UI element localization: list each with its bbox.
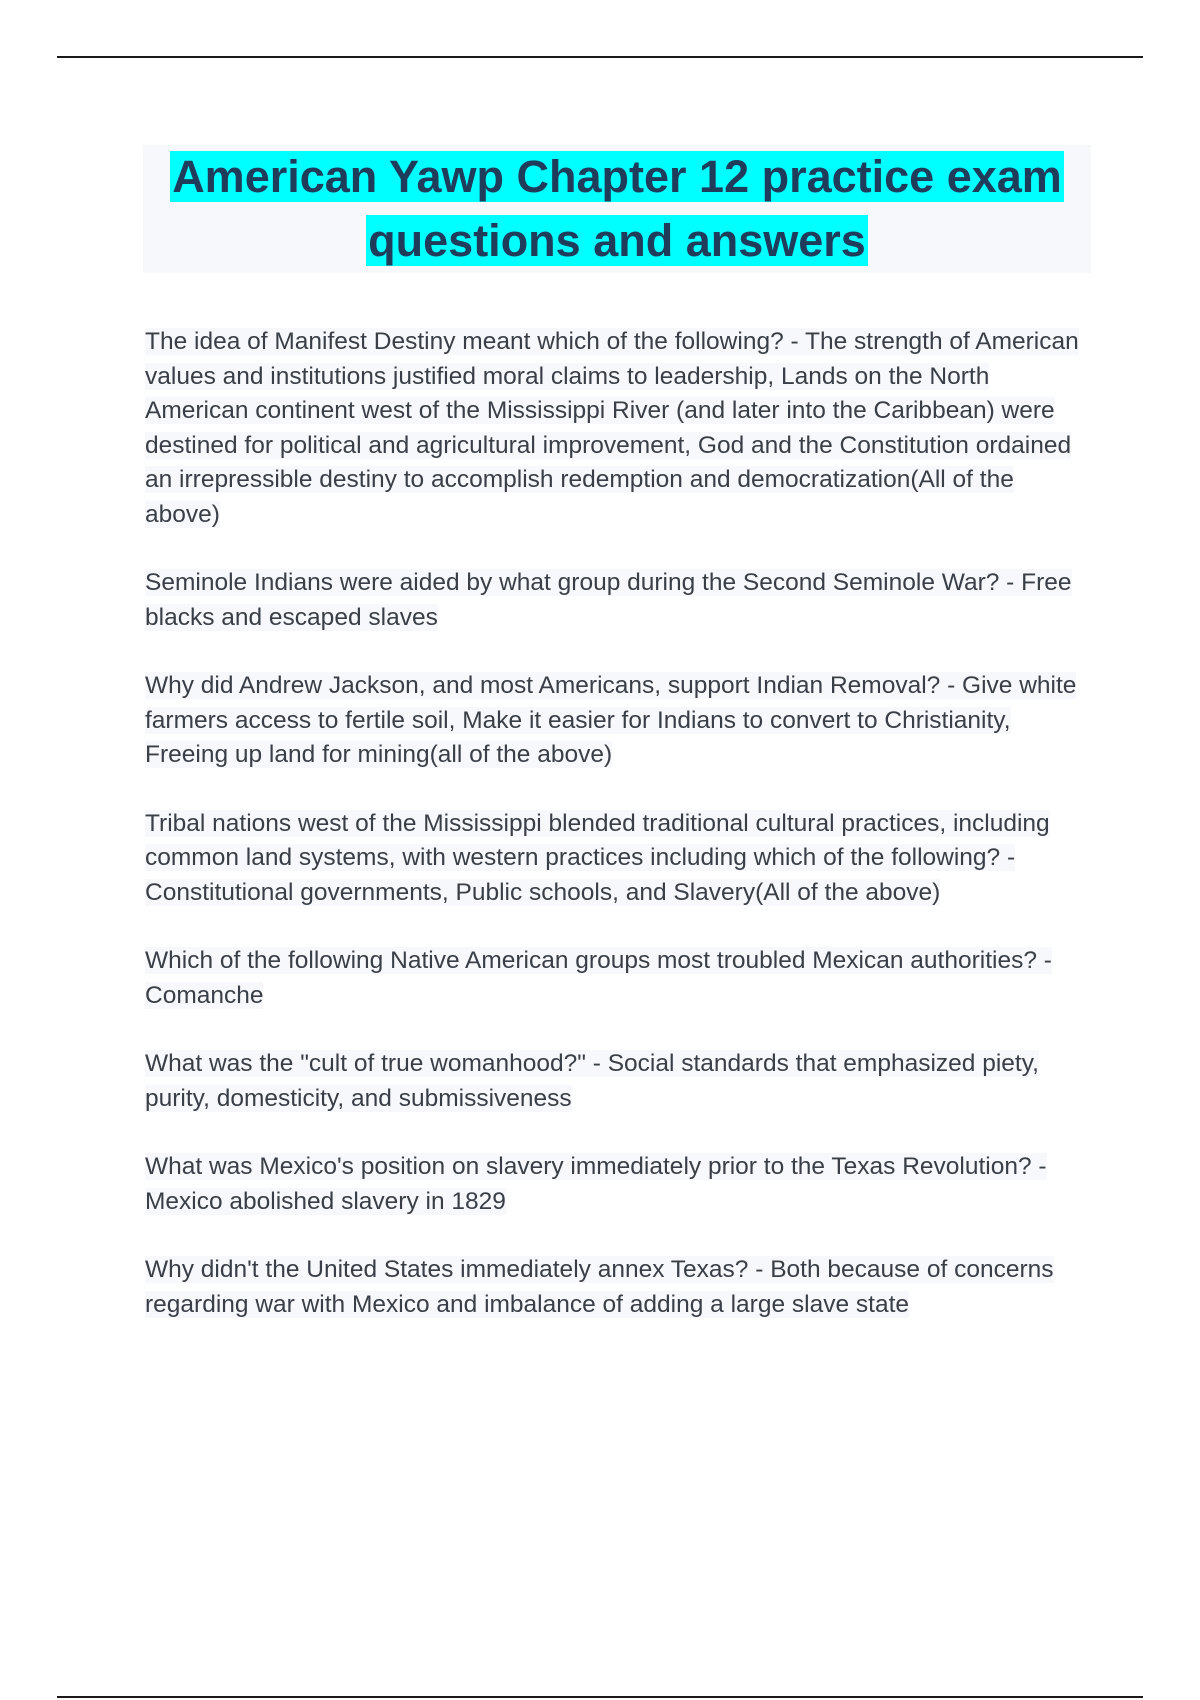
qa-item	[145, 1047, 1095, 1116]
qa-text: What was Mexico's position on slavery immediately prior to the Texas Revolution? - Mexico abolished slavery in 1829	[145, 1153, 1047, 1215]
qa-item	[145, 807, 1095, 911]
qa-item	[145, 669, 1095, 773]
qa-text: Why did Andrew Jackson, and most Americans, support Indian Removal? - Give white farmers access to fertile soil, Make it easier for Indians to convert to Christianity, Freeing up land for mining(all of the above)	[145, 672, 1077, 768]
qa-item	[145, 566, 1095, 635]
qa-text: The idea of Manifest Destiny meant which of the following? - The strength of American values and institutions justified moral claims to leadership, Lands on the North American continent west of the Mississippi River (and later into the Caribbean) were destined for political and agricultural improvement, God and the Constitution ordained an irrepressible destiny to accomplish redemption and democratization(All of the above)	[145, 328, 1079, 528]
page-title-line-2	[143, 209, 1091, 273]
title-highlight-1: American Yawp Chapter 12 practice exam	[172, 151, 1062, 202]
qa-text: What was the "cult of true womanhood?" - Social standards that emphasized piety, purity, domesticity, and submissiveness	[145, 1050, 1039, 1112]
qa-text: Tribal nations west of the Mississippi blended traditional cultural practices, including common land systems, with western practices including which of the following? - Constitutional governments, Public schools, and Slavery(All of the above)	[145, 809, 1050, 906]
qa-item	[145, 325, 1095, 532]
qa-text: Why didn't the United States immediately annex Texas? - Both because of concerns regarding war with Mexico and imbalance of adding a large slave state	[145, 1256, 1054, 1318]
qa-text: Which of the following Native American groups most troubled Mexican authorities? - Comanche	[145, 947, 1052, 1009]
qa-text: Seminole Indians were aided by what group during the Second Seminole War? - Free blacks and escaped slaves	[145, 569, 1072, 631]
title-highlight-2: questions and answers	[368, 215, 866, 266]
qa-item	[145, 1253, 1095, 1322]
page-title-line-1	[143, 145, 1091, 209]
qa-item	[145, 944, 1095, 1013]
top-rule	[57, 56, 1143, 58]
qa-list	[145, 325, 1095, 1356]
qa-item	[145, 1150, 1095, 1219]
title-block	[143, 145, 1091, 273]
bottom-rule	[57, 1696, 1143, 1698]
